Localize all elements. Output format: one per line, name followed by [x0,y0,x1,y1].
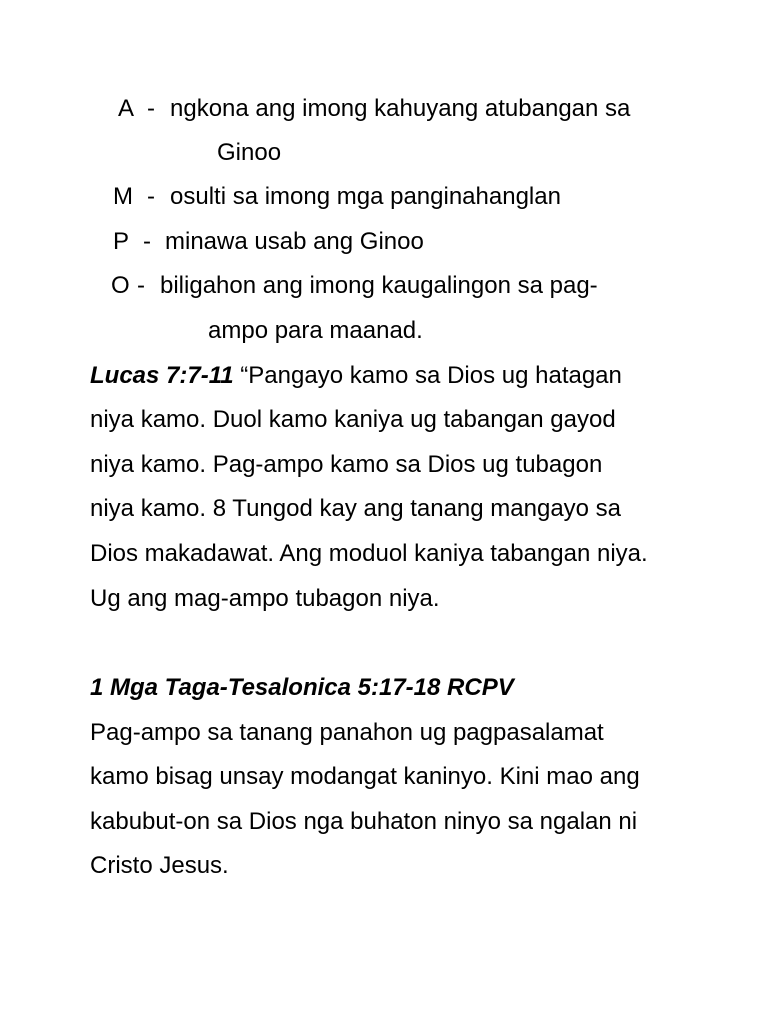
verse-2-line: Cristo Jesus. [90,852,229,879]
acrostic-letter-o [111,271,130,301]
verse-1-line: niya kamo. Pag-ampo kamo sa Dios ug tubagon [90,451,603,478]
verse-2-line: kamo bisag unsay modangat kaninyo. Kini mao ang [90,763,640,790]
verse-1-first-line [90,361,622,391]
verse-1-reference: Lucas 7:7-11 [90,362,234,389]
verse-2-reference: 1 Mga Taga-Tesalonica 5:17-18 RCPV [90,674,514,701]
acrostic-text-o: biligahon ang imong kaugalingon sa pag- [160,272,598,299]
acrostic-separator: - [147,95,155,122]
acrostic-separator: - [143,228,151,255]
verse-1-line: Dios makadawat. Ang moduol kaniya tabangan niya. [90,540,648,567]
acrostic-letter: O [111,272,130,299]
verse-1-text: “Pangayo kamo sa Dios ug hatagan [240,362,622,389]
acrostic-letter-p [113,227,129,257]
verse-2-line: kabubut-on sa Dios nga buhaton ninyo sa ngalan ni [90,808,638,835]
verse-2-line: Pag-ampo sa tanang panahon ug pagpasalamat [90,719,604,746]
verse-1-line: Ug ang mag-ampo tubagon niya. [90,585,440,612]
acrostic-letter: M [113,183,133,210]
acrostic-separator: - [147,183,155,210]
verse-1-line: niya kamo. Duol kamo kaniya ug tabangan gayod [90,406,616,433]
verse-1-line: niya kamo. 8 Tungod kay ang tanang mangayo sa [90,495,622,522]
acrostic-continuation-a: Ginoo [217,139,282,166]
acrostic-text-p: minawa usab ang Ginoo [165,228,424,255]
acrostic-letter-m [113,182,133,212]
acrostic-continuation-o: ampo para maanad. [208,317,423,344]
acrostic-text-m: osulti sa imong mga panginahanglan [170,183,561,210]
acrostic-separator: - [137,272,145,299]
acrostic-text-a: ngkona ang imong kahuyang atubangan sa [170,95,631,122]
acrostic-letter: A [118,95,135,122]
acrostic-letter: P [113,228,130,255]
acrostic-letter-a [118,94,134,124]
